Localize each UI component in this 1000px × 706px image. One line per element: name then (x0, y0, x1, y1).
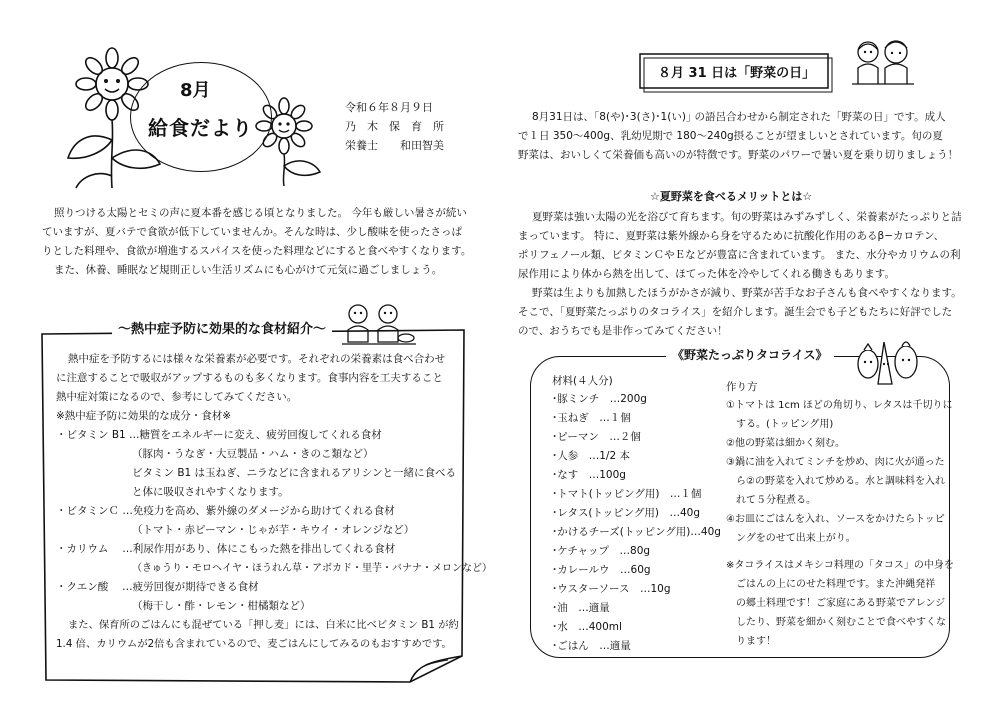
vegetables-illustration (854, 334, 922, 388)
ingredient-item: ･カレールウ …60g (552, 564, 651, 576)
ingredients-list (552, 390, 722, 656)
heatstroke-line: ・ビタミン B1 …糖質をエネルギーに変え、疲労回復してくれる食材 (56, 429, 382, 441)
ingredient-item: ･水 …400ml (552, 621, 622, 633)
step-line: する。(トッピング用) (726, 419, 834, 430)
vegday-text (518, 108, 978, 165)
step-line: ②他の野菜は細かく刻む。 (726, 438, 845, 449)
ingredient-item: ･玉ねぎ …１個 (552, 412, 631, 424)
merit-text (518, 208, 978, 341)
intro-text (42, 204, 472, 280)
vegday-line: 野菜は、おいしくて栄養価も高いのが特徴です。野菜のパワーで暑い夏を乗り切りましょう！ (518, 149, 959, 161)
merit-line: まっています。 特に、夏野菜は紫外線から身を守るために抗酸化作用のあるβ−カロテン、 (518, 230, 945, 242)
ingredient-item: ･豚ミンチ …200g (552, 393, 647, 405)
merit-line: 尿作用により体から熱を出して、ほてった体を冷やしてくれる働きもあります。 (518, 268, 895, 280)
heatstroke-line: ビタミン B1 は玉ねぎ、ニラなどに含まれるアリシンと一緒に食べる (132, 467, 456, 479)
recipe-note (726, 556, 954, 651)
author: 栄養士 和田智美 (345, 139, 444, 152)
kids-illustration (850, 36, 916, 88)
heatstroke-line: と体に吸収されやすくなります。 (132, 486, 289, 498)
vegday-heading: ８月 31 日は「野菜の日」 (658, 66, 816, 81)
heatstroke-line: （きゅうり・モロヘイヤ・ほうれん草・アボカド・里芋・バナナ・メロンなど） (132, 563, 492, 574)
heatstroke-heading: ～熱中症予防に効果的な食材紹介～ (112, 318, 332, 337)
heatstroke-line: （梅干し・酢・レモン・柑橘類など） (132, 600, 311, 612)
ingredient-item: ･人参 …1/2 本 (552, 450, 630, 462)
steps-title: 作り方 (726, 381, 758, 393)
merit-line: そこで、「夏野菜たっぷりのタコライス」を紹介します。誕生会でも子どもたちに好評でした (518, 306, 953, 318)
heatstroke-line: 熱中症を予防するには様々な栄養素が必要です。それぞれの栄養素は食べ合わせ (68, 353, 446, 365)
vegday-line: で１日 350～400g、乳幼児期で 180～240g摂ることが望ましいとされています。旬の夏 (518, 130, 943, 142)
merit-line: ポリフェノール類、ビタミンＣやＥなどが豊富に含まれています。 また、水分やカリウムの利 (518, 249, 961, 261)
vegday-line: 8月31日は、｢8(や)･3(さ)･1(い)｣ の語呂合わせから制定された「野菜の日」です。成人 (532, 111, 946, 123)
step-line: れて５分程煮る。 (726, 495, 816, 506)
note-line: ※タコライスはメキシコ料理の「タコス」の中身を (726, 560, 954, 571)
step-line: ら②の野菜を入れて炒める。水と調味料を入れ (726, 476, 945, 487)
heatstroke-line: ・クエン酸 …疲労回復が期待できる食材 (56, 581, 259, 593)
heatstroke-body (56, 350, 492, 654)
step-line: ングをのせて出来上がり。 (726, 533, 856, 544)
note-line: したり、野菜を細かく刻むことで食べやすくな (726, 617, 946, 628)
issue-date: 令和６年８月９日 (345, 101, 433, 114)
heatstroke-line: ※熱中症予防に効果的な成分・食材※ (56, 410, 232, 422)
step-line: ③鍋に油を入れてミンチを炒め、肉に火が通った (726, 457, 945, 468)
heatstroke-line: また、保育所のごはんにも混ぜている「押し麦」には、白米に比べビタミン B1 が約 (68, 619, 459, 631)
ingredients-title: 材料(４人分) (552, 375, 613, 387)
school-name: 乃 木 保 育 所 (345, 120, 444, 133)
heatstroke-line: ・ビタミンＣ …免疫力を高め、紫外線のダメージから助けてくれる食材 (56, 505, 395, 517)
heatstroke-line: （トマト・赤ピーマン・じゃが芋・キウイ・オレンジなど） (132, 524, 415, 536)
note-line: ごはんの上にのせた料理です。また沖縄発祥 (726, 579, 936, 590)
children-eating-illustration (340, 300, 418, 350)
ingredient-item: ･ウスターソース …10g (552, 583, 671, 595)
heatstroke-line: に注意することで吸収がアップするものも多くなります。食事内容を工夫すること (56, 372, 443, 384)
note-line: ります！ (726, 636, 776, 647)
merit-heading: ☆夏野菜を食べるメリットとは☆ (650, 190, 813, 203)
intro-line: また、休養、睡眠など規則正しい生活リズムにも心がけて元気に過ごしましょう。 (54, 264, 443, 276)
ingredient-item: ･ケチャップ …80g (552, 545, 651, 557)
heatstroke-line: ・カリウム …利尿作用があり、体にこもった熱を排出してくれる食材 (56, 543, 396, 555)
ingredient-item: ･かけるチーズ(トッピング用)…40g (552, 526, 721, 538)
ingredient-item: ･ごはん …適量 (552, 640, 631, 652)
newsletter-title: 給食だより (148, 116, 253, 140)
ingredient-item: ･レタス(トッピング用) …40g (552, 507, 701, 519)
steps-list (726, 396, 953, 548)
ingredient-item: ･トマト(トッピング用) …１個 (552, 488, 702, 500)
intro-line: ていますが、夏バテで食欲が低下していませんか。そんな時は、少し酸味を使ったさっぱ (42, 226, 462, 238)
step-line: ④お皿にごはんを入れ、ソースをかけたらトッピ (726, 514, 945, 525)
ingredient-item: ･なす …100g (552, 469, 626, 481)
intro-line: りとした料理や、食欲が増進するスパイスを使った料理などにすると食べやすくなります。 (42, 245, 472, 257)
note-line: の郷土料理です！ご家庭にある野菜でアレンジ (726, 598, 946, 609)
heatstroke-line: 熱中症対策になるので、参考にしてみてください。 (56, 391, 298, 403)
ingredient-item: ･ピーマン …２個 (552, 431, 641, 443)
ingredient-item: ･油 …適量 (552, 602, 610, 614)
step-line: ①トマトは 1cm ほどの角切り、レタスは千切りに (726, 400, 953, 411)
newsletter-month: 8月 (180, 80, 211, 101)
merit-line: ので、おうちでも是非作ってみてください！ (518, 325, 728, 337)
merit-line: 野菜は生よりも加熱したほうがかさが減り、野菜が苦手なお子さんも食べやすくなります。 (532, 287, 962, 299)
recipe-heading: 《野菜たっぷりタコライス》 (666, 346, 834, 363)
intro-line: 照りつける太陽とセミの声に夏本番を感じる頃となりました。 今年も厳しい暑さが続い (54, 207, 467, 219)
heatstroke-line: 1.4 倍、カリウムが2倍も含まれているので、麦ごはんにしてみるのもおすすめです。 (56, 638, 452, 650)
heatstroke-line: （豚肉・うなぎ・大豆製品・ハム・きのこ類など） (132, 448, 374, 460)
merit-line: 夏野菜は強い太陽の光を浴びて育ちます。旬の野菜はみずみずしく、栄養素がたっぷりと詰 (532, 211, 962, 223)
